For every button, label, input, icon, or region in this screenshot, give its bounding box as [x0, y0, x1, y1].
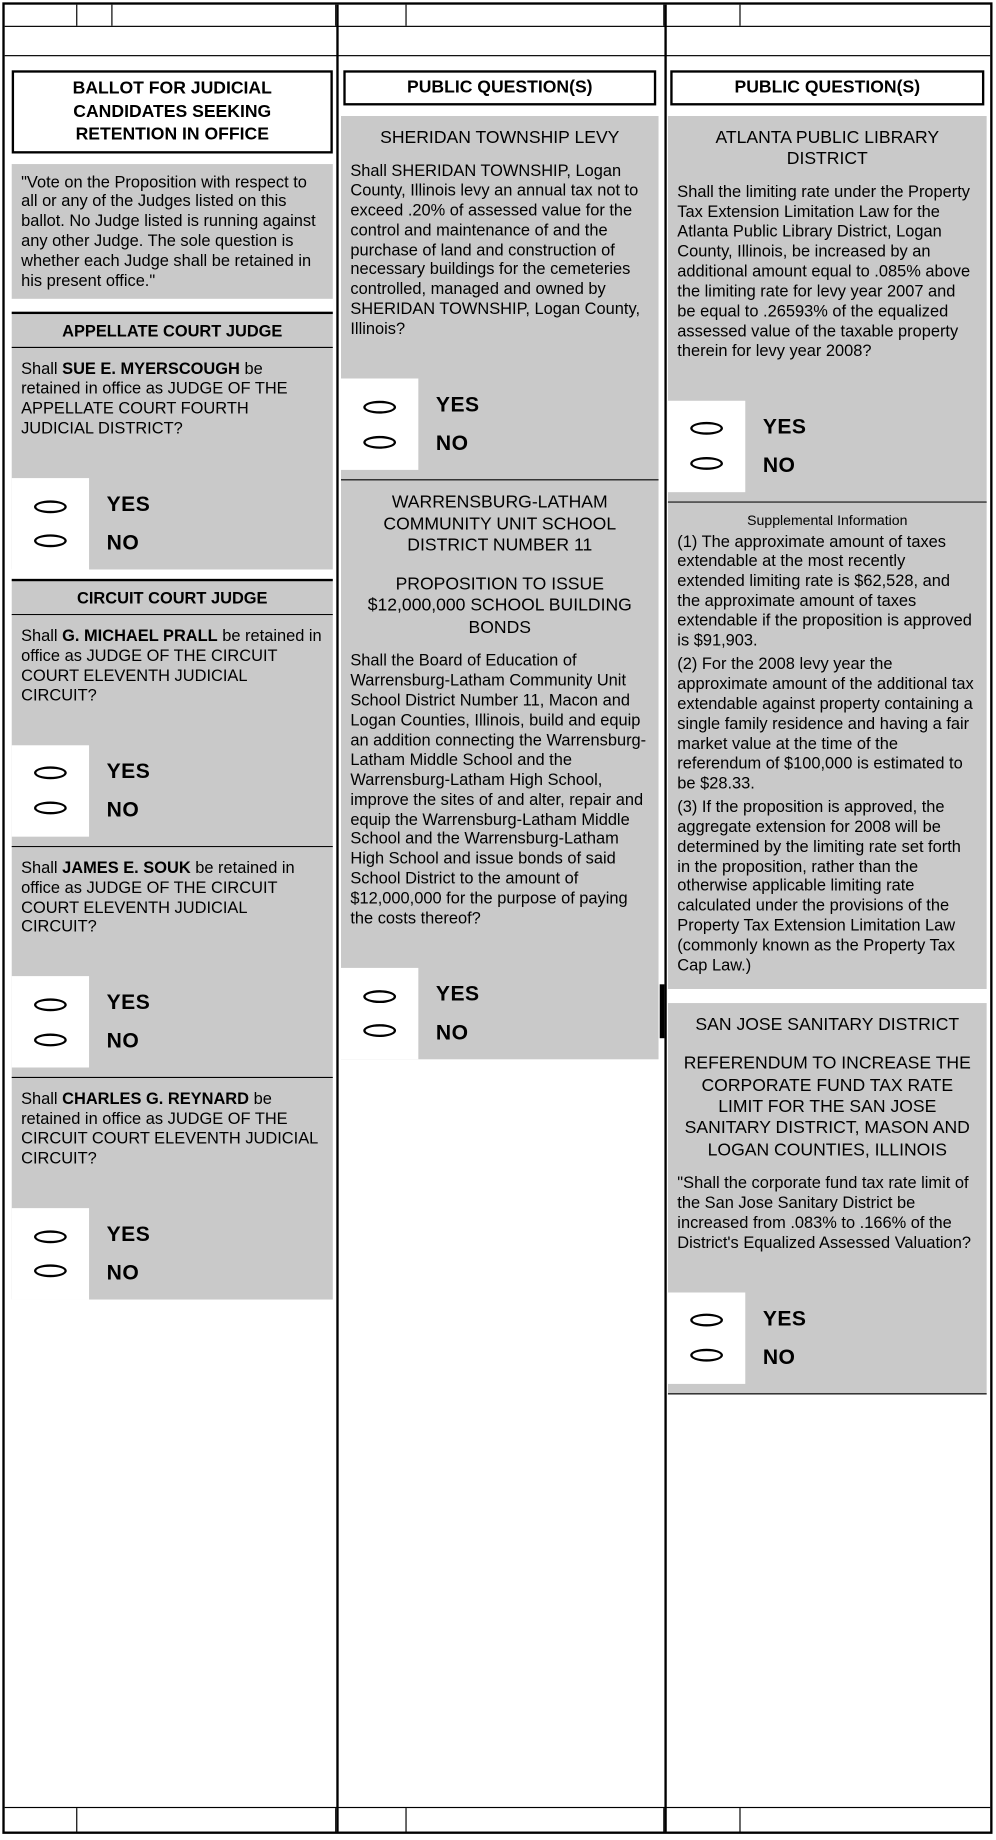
question-title: SHERIDAN TOWNSHIP LEVY: [380, 127, 620, 148]
question-subtitle: REFERENDUM TO INCREASE THE CORPORATE FUND TAX RATE LIMIT FOR THE SAN JOSE SANITARY DISTRICT, MASON AND LOGAN COUNTIES, ILLINOIS: [683, 1053, 971, 1160]
no-label: NO: [106, 1029, 140, 1053]
timing-cell: [741, 5, 991, 26]
vote-options: [668, 400, 987, 491]
vote-options: [668, 1292, 987, 1383]
no-oval[interactable]: [363, 435, 396, 448]
vote-options: [12, 478, 333, 569]
question-pre: Shall: [21, 358, 63, 378]
option-labels: [745, 400, 806, 491]
yes-label: YES: [106, 990, 151, 1015]
supplemental-item: (1) The approximate amount of taxes extendable at the most recently extended limiting rate is $62,528, and the approximate amount of taxes extendable if the proposition is approved is $91,903.: [677, 531, 972, 650]
question-body: Shall the Board of Education of Warrensburg-Latham Community Unit School District Number 11, Macon and Logan Counties, Illinois, build and equip an addition connecting the Warrensburg-Latham Middle School and the Warrensburg-Latham High School, improve the sites of and alter, repair and equip the Warrensburg-Latham Middle School and the Warrensburg-Latham High School and issue bonds of said School District to the amount of $12,000,000 for the purpose of paying the costs thereof?: [350, 650, 647, 928]
yes-oval[interactable]: [34, 767, 67, 780]
retention-question-souk: [12, 847, 333, 1079]
no-label: NO: [762, 452, 796, 477]
no-oval[interactable]: [690, 1349, 723, 1362]
yes-oval[interactable]: [690, 422, 723, 435]
yes-oval[interactable]: [34, 998, 67, 1011]
timing-cell: [407, 1808, 665, 1831]
question-body: Shall the limiting rate under the Property Tax Extension Limitation Law for the Atlanta Public Library District, Logan County, Illinois, be increased by an additional amount equal to .085% above the limiting rate for levy year 2007 and be equal to .26593% of the equalized assessed value of the taxable property therein for levy year 2008?: [677, 181, 971, 360]
candidate-name: JAMES E. SOUK: [62, 857, 191, 877]
yes-label: YES: [106, 1222, 151, 1246]
yes-oval[interactable]: [363, 990, 396, 1003]
retention-question-prall: [12, 615, 333, 847]
no-label: NO: [435, 431, 469, 455]
timing-cell: [336, 5, 406, 26]
option-labels: [89, 745, 150, 836]
column-divider: [336, 5, 338, 1832]
oval-box: [341, 379, 418, 470]
oval-box: [12, 478, 89, 569]
timing-cell: [77, 1808, 336, 1831]
oval-box: [12, 745, 89, 836]
no-oval[interactable]: [690, 457, 723, 470]
no-label: NO: [106, 530, 140, 555]
timing-cell: [336, 1808, 406, 1831]
question-text: [12, 615, 333, 705]
yes-oval[interactable]: [690, 1314, 723, 1327]
retention-question-myerscough: [12, 348, 333, 569]
no-oval[interactable]: [34, 535, 67, 548]
timing-cell: [741, 1808, 991, 1831]
no-label: NO: [762, 1344, 796, 1369]
bottom-timing-row: [5, 1807, 990, 1832]
oval-box: [12, 977, 89, 1068]
judicial-instructions: "Vote on the Proposition with respect to all or any of the Judges listed on this ballot. No Judge listed is running against any other Judge. The sole question is whether each Judge shall be retained in his present office.": [12, 163, 333, 298]
public-questions-column-1: [341, 70, 659, 1069]
judicial-ballot-header: BALLOT FOR JUDICIAL CANDIDATES SEEKING RETENTION IN OFFICE: [12, 70, 333, 153]
question-post: be retained in office as JUDGE OF THE CIRCUIT COURT ELEVENTH JUDICIAL CIRCUIT?: [21, 625, 322, 704]
vote-options: [12, 1208, 333, 1299]
no-oval[interactable]: [34, 1265, 67, 1278]
vote-options: [12, 745, 333, 836]
question-post: be retained in office as JUDGE OF THE CIRCUIT COURT ELEVENTH JUDICIAL CIRCUIT?: [21, 857, 295, 936]
no-label: NO: [435, 1020, 469, 1045]
yes-label: YES: [435, 392, 480, 417]
oval-box: [341, 968, 418, 1059]
ballot-page: [2, 2, 992, 1834]
candidate-name: CHARLES G. REYNARD: [62, 1089, 250, 1108]
no-oval[interactable]: [34, 1033, 67, 1046]
question-pre: Shall: [21, 857, 63, 877]
oval-box: [668, 1292, 745, 1383]
candidate-name: SUE E. MYERSCOUGH: [62, 358, 240, 378]
question-subtitle: PROPOSITION TO ISSUE $12,000,000 SCHOOL BUILDING BONDS: [367, 574, 632, 638]
top-timing-row: [5, 5, 990, 27]
question-post: be retained in office as JUDGE OF THE APPELLATE COURT FOURTH JUDICIAL DISTRICT?: [21, 358, 288, 438]
question-post: be retained in office as JUDGE OF THE CIRCUIT COURT ELEVENTH JUDICIAL CIRCUIT?: [21, 1089, 318, 1168]
yes-label: YES: [106, 492, 151, 516]
option-labels: [418, 379, 479, 470]
question-text: [12, 348, 333, 438]
divider-tick-mark: [660, 984, 665, 1038]
supplemental-item: (2) For the 2008 levy year the approximate amount of the additional tax extendable against property containing a single family residence and having a fair market value at the time of the referendum of $100,000 is estimated to be $28.33.: [677, 654, 974, 792]
yes-oval[interactable]: [34, 500, 67, 513]
yes-oval[interactable]: [34, 1230, 67, 1243]
question-text: [12, 1078, 333, 1168]
public-questions-header: PUBLIC QUESTION(S): [670, 70, 984, 105]
option-labels: [745, 1292, 806, 1383]
timing-cell: [407, 5, 665, 26]
top-blank-row: [5, 27, 990, 56]
timing-cell: [5, 5, 78, 26]
timing-cell: [77, 5, 112, 26]
san-jose-sanitary-question: [668, 1003, 987, 1394]
yes-label: YES: [762, 1306, 807, 1330]
option-labels: [89, 977, 150, 1068]
option-labels: [89, 478, 150, 569]
vote-options: [341, 379, 659, 470]
sheridan-township-levy-question: [341, 115, 659, 480]
section-circuit-court-judge: CIRCUIT COURT JUDGE: [12, 579, 333, 615]
question-pre: Shall: [21, 1089, 63, 1108]
oval-box: [12, 1208, 89, 1299]
judicial-retention-column: [12, 70, 333, 1309]
yes-label: YES: [106, 758, 151, 783]
yes-oval[interactable]: [363, 401, 396, 414]
question-title: WARRENSBURG-LATHAM COMMUNITY UNIT SCHOOL DISTRICT NUMBER 11: [383, 492, 617, 556]
no-label: NO: [106, 797, 140, 821]
no-label: NO: [106, 1261, 140, 1285]
question-body: "Shall the corporate fund tax rate limit of the San Jose Sanitary District be increased from .083% to .166% of the District's Equalized Assessed Valuation?: [677, 1172, 972, 1252]
timing-cell: [664, 1808, 740, 1831]
vote-options: [341, 968, 659, 1059]
question-body: Shall SHERIDAN TOWNSHIP, Logan County, Illinois levy an annual tax not to exceed .20% of assessed value for the control and maintenance of and the purchase of land and construction of necessary buildings for the cemeteries controlled, managed and owned by SHERIDAN TOWNSHIP, Logan County, Illinois?: [350, 160, 641, 338]
option-labels: [418, 968, 479, 1059]
oval-box: [668, 400, 745, 491]
timing-cell: [664, 5, 740, 26]
timing-cell: [112, 5, 336, 26]
question-title: SAN JOSE SANITARY DISTRICT: [695, 1014, 960, 1035]
option-labels: [89, 1208, 150, 1299]
supplemental-item: (3) If the proposition is approved, the aggregate extension for 2008 will be determined by the limiting rate set forth in the proposition, rather than the otherwise applicable limiting rate calculated under the provisions of the Property Tax Extension Limitation Law (commonly known as the Property Tax Cap Law.): [677, 796, 961, 975]
yes-label: YES: [762, 414, 807, 438]
candidate-name: G. MICHAEL PRALL: [62, 625, 218, 645]
public-questions-column-2: [668, 70, 987, 1394]
supplemental-title: Supplemental Information: [747, 511, 908, 528]
atlanta-library-question: [668, 115, 987, 502]
vote-options: [12, 977, 333, 1068]
no-oval[interactable]: [34, 801, 67, 814]
no-oval[interactable]: [363, 1025, 396, 1038]
question-pre: Shall: [21, 625, 63, 645]
public-questions-header: PUBLIC QUESTION(S): [343, 70, 656, 105]
warrensburg-latham-bond-question: [341, 481, 659, 1060]
supplemental-information-block: [668, 502, 987, 989]
column-divider: [664, 5, 666, 1832]
section-appellate-court-judge: APPELLATE COURT JUDGE: [12, 312, 333, 348]
retention-question-reynard: [12, 1078, 333, 1299]
question-text: [12, 847, 333, 937]
timing-cell: [5, 1808, 78, 1831]
yes-label: YES: [435, 982, 480, 1006]
question-title: ATLANTA PUBLIC LIBRARY DISTRICT: [715, 127, 940, 169]
